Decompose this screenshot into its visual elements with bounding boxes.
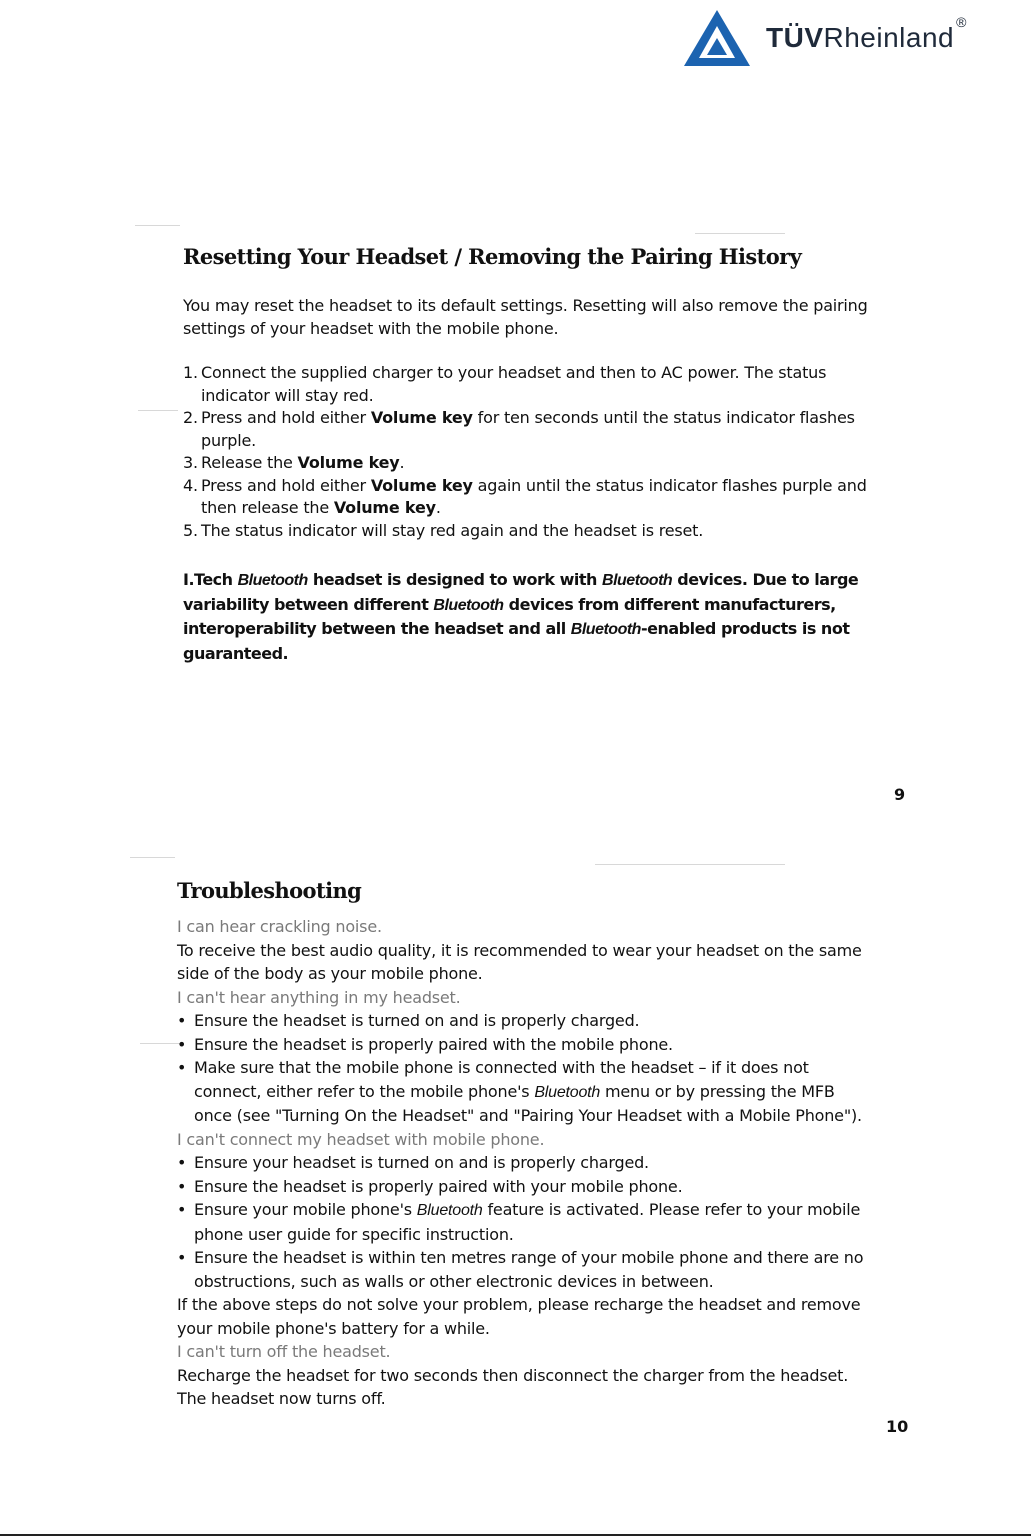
question-text: I can hear crackling noise. [177, 917, 382, 936]
list-item: • Ensure the headset is properly paired with your mobile phone. [177, 1175, 877, 1199]
list-item: • Ensure the headset is turned on and is properly charged. [177, 1009, 877, 1033]
list-item: • Ensure the headset is within ten metres range of your mobile phone and there are no obstructions, such as walls or other electronic devices in between. [177, 1246, 877, 1293]
reset-headset-heading: Resetting Your Headset / Removing the Pairing History [183, 244, 802, 269]
step-item: 4. Press and hold either Volume key again until the status indicator flashes purple and then release the Volume key. [183, 475, 867, 517]
question-text: I can't hear anything in my headset. [177, 987, 461, 1007]
logo-wordmark: TÜVRheinland® [766, 13, 967, 53]
step-item: 2. Press and hold either Volume key for ten seconds until the status indicator flashes purple. [183, 408, 855, 450]
page-number: 10 [886, 1417, 909, 1436]
answer-text: To receive the best audio quality, it is recommended to wear your headset on the same side of the body as your mobile phone. [177, 940, 862, 983]
interoperability-notice: I.Tech Bluetooth headset is designed to work with Bluetooth devices. Due to large variability between different Bluetooth devices from different manufacturers, interoperability between the headset and all Bluetooth-enabled products is not guaranteed. [183, 570, 859, 663]
page-9-section [183, 244, 883, 665]
list-item: • Ensure the headset is properly paired with the mobile phone. [177, 1033, 877, 1057]
list-item: • Ensure your headset is turned on and is properly charged. [177, 1151, 877, 1175]
reset-steps-list [183, 362, 883, 542]
bottom-border [0, 1534, 1031, 1536]
step-item: 5. The status indicator will stay red again and the headset is reset. [183, 520, 704, 540]
bullet-list [177, 1009, 877, 1128]
triangle-logo-icon [682, 8, 752, 68]
reset-intro-paragraph: You may reset the headset to its default settings. Resetting will also remove the pairing settings of your headset with the mobile phone. [183, 296, 868, 338]
question-text: I can't turn off the headset. [177, 1342, 391, 1361]
page-number: 9 [894, 785, 906, 804]
step-item: 3. Release the Volume key. [183, 453, 405, 472]
step-item: 1. Connect the supplied charger to your headset and then to AC power. The status indicator will stay red. [183, 363, 827, 405]
answer-text: If the above steps do not solve your problem, please recharge the headset and remove your mobile phone's battery for a while. [177, 1295, 861, 1338]
list-item: • Make sure that the mobile phone is connected with the headset – if it does not connect, either refer to the mobile phone's Bluetooth menu or by pressing the MFB once (see "Turning On the Headset" and "Pairing Your Headset with a Mobile Phone"). [177, 1056, 877, 1128]
list-item: • Ensure your mobile phone's Bluetooth feature is activated. Please refer to your mobile phone user guide for specific instruction. [177, 1198, 877, 1246]
bullet-list [177, 1151, 877, 1293]
page-10-section [177, 878, 877, 1411]
question-text: I can't connect my headset with mobile phone. [177, 1129, 545, 1149]
answer-text: Recharge the headset for two seconds then disconnect the charger from the headset. The headset now turns off. [177, 1365, 849, 1408]
tuv-rheinland-logo [682, 8, 1012, 68]
troubleshooting-heading: Troubleshooting [177, 878, 362, 903]
